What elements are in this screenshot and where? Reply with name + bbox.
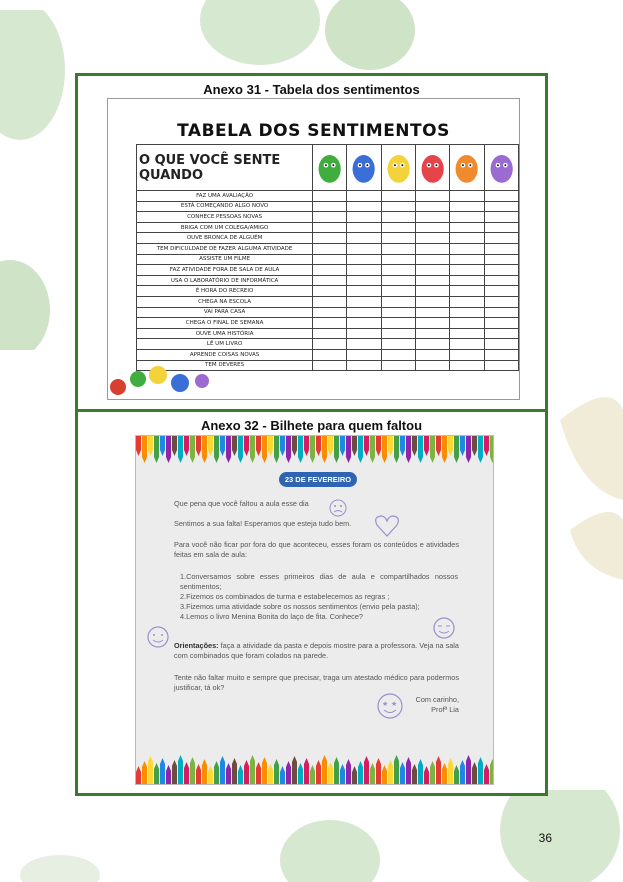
table-cell[interactable] bbox=[381, 318, 415, 329]
table-cell[interactable] bbox=[347, 339, 381, 350]
table-cell[interactable] bbox=[450, 233, 484, 244]
table-cell[interactable] bbox=[313, 233, 347, 244]
table-cell[interactable] bbox=[450, 222, 484, 233]
orientations-text: faça a atividade da pasta e depois mostre para a professora. Veja na sala com combinados que foram colados na parede. bbox=[174, 641, 459, 660]
table-cell[interactable] bbox=[450, 318, 484, 329]
table-cell[interactable] bbox=[381, 286, 415, 297]
table-cell[interactable] bbox=[416, 201, 450, 212]
table-cell[interactable] bbox=[347, 254, 381, 265]
table-row-label: BRIGA COM UM COLEGA/AMIGO bbox=[137, 222, 313, 233]
smiley-doodle-icon bbox=[146, 625, 170, 649]
table-row-label: APRENDE COISAS NOVAS bbox=[137, 349, 313, 360]
table-cell[interactable] bbox=[347, 349, 381, 360]
table-cell[interactable] bbox=[313, 328, 347, 339]
table-cell[interactable] bbox=[313, 191, 347, 202]
inside-out-characters-icon bbox=[108, 357, 228, 397]
table-cell[interactable] bbox=[381, 212, 415, 223]
table-cell[interactable] bbox=[347, 275, 381, 286]
table-cell[interactable] bbox=[313, 265, 347, 276]
table-cell[interactable] bbox=[347, 307, 381, 318]
table-row bbox=[137, 339, 519, 350]
table-cell[interactable] bbox=[484, 243, 518, 254]
table-cell[interactable] bbox=[381, 339, 415, 350]
table-cell[interactable] bbox=[313, 222, 347, 233]
table-cell[interactable] bbox=[484, 360, 518, 371]
signature-line-1: Com carinho, bbox=[415, 695, 459, 704]
table-cell[interactable] bbox=[484, 233, 518, 244]
table-cell[interactable] bbox=[347, 286, 381, 297]
table-cell[interactable] bbox=[381, 296, 415, 307]
table-cell[interactable] bbox=[450, 243, 484, 254]
table-cell[interactable] bbox=[416, 360, 450, 371]
date-badge: 23 DE FEVEREIRO bbox=[279, 472, 357, 487]
emotion-character-icon bbox=[381, 145, 415, 191]
table-row-label: VAI PARA CASA bbox=[137, 307, 313, 318]
table-cell[interactable] bbox=[313, 339, 347, 350]
table-cell[interactable] bbox=[484, 349, 518, 360]
table-cell[interactable] bbox=[484, 265, 518, 276]
feelings-table-title: TABELA DOS SENTIMENTOS bbox=[177, 121, 450, 141]
table-cell[interactable] bbox=[313, 243, 347, 254]
table-row-label: FAZ UMA AVALIAÇÃO bbox=[137, 191, 313, 202]
table-cell[interactable] bbox=[313, 254, 347, 265]
note-line-1: Que pena que você faltou a aula esse dia bbox=[174, 499, 309, 508]
table-row bbox=[137, 328, 519, 339]
table-cell[interactable] bbox=[347, 222, 381, 233]
table-cell[interactable] bbox=[313, 360, 347, 371]
table-row-label: LÊ UM LIVRO bbox=[137, 339, 313, 350]
table-cell[interactable] bbox=[484, 191, 518, 202]
emotion-character-icon bbox=[484, 145, 518, 191]
table-cell[interactable] bbox=[313, 296, 347, 307]
table-row-label: CHEGA O FINAL DE SEMANA bbox=[137, 318, 313, 329]
table-cell[interactable] bbox=[416, 254, 450, 265]
note-signature bbox=[174, 695, 459, 715]
table-cell[interactable] bbox=[313, 318, 347, 329]
table-cell[interactable] bbox=[347, 243, 381, 254]
table-cell[interactable] bbox=[313, 275, 347, 286]
table-row bbox=[137, 296, 519, 307]
sad-face-doodle-icon bbox=[328, 498, 348, 518]
table-row-label: ASSISTE UM FILME bbox=[137, 254, 313, 265]
table-cell[interactable] bbox=[381, 360, 415, 371]
table-cell[interactable] bbox=[450, 328, 484, 339]
annex-31-frame bbox=[75, 73, 548, 413]
table-row-label: ESTÁ COMEÇANDO ALGO NOVO bbox=[137, 201, 313, 212]
table-cell[interactable] bbox=[347, 328, 381, 339]
annex-31-caption: Anexo 31 - Tabela dos sentimentos bbox=[203, 82, 420, 97]
table-header-row bbox=[137, 145, 519, 191]
table-cell[interactable] bbox=[450, 307, 484, 318]
table-cell[interactable] bbox=[484, 275, 518, 286]
table-cell[interactable] bbox=[450, 212, 484, 223]
leaf-decoration-left bbox=[0, 10, 80, 350]
absence-note-image bbox=[135, 435, 494, 785]
table-cell[interactable] bbox=[450, 254, 484, 265]
table-cell[interactable] bbox=[381, 265, 415, 276]
table-row bbox=[137, 286, 519, 297]
table-row bbox=[137, 243, 519, 254]
table-row bbox=[137, 265, 519, 276]
table-cell[interactable] bbox=[450, 191, 484, 202]
table-row-label: OUVE BRONCA DE ALGUÉM bbox=[137, 233, 313, 244]
table-cell[interactable] bbox=[347, 191, 381, 202]
table-cell[interactable] bbox=[484, 296, 518, 307]
colored-pencils-top-icon bbox=[136, 436, 493, 472]
note-item: 3.Fizemos uma atividade sobre os nossos sentimentos (envio pela pasta); bbox=[180, 602, 420, 611]
table-cell[interactable] bbox=[450, 296, 484, 307]
table-cell[interactable] bbox=[381, 307, 415, 318]
note-item: 2.Fizemos os combinados de turma e estabelecemos as regras ; bbox=[180, 592, 390, 601]
table-cell[interactable] bbox=[381, 243, 415, 254]
leaf-decoration-bottom bbox=[0, 790, 623, 882]
table-cell[interactable] bbox=[416, 307, 450, 318]
wink-face-doodle-icon bbox=[432, 616, 456, 640]
emotion-character-icon bbox=[450, 145, 484, 191]
table-cell[interactable] bbox=[416, 349, 450, 360]
note-item: 1.Conversamos sobre esses primeiros dias de aula e compartilhados nossos sentimentos; bbox=[180, 572, 458, 591]
signature-line-2: Profª Lia bbox=[431, 705, 459, 714]
table-cell[interactable] bbox=[347, 212, 381, 223]
table-cell[interactable] bbox=[381, 275, 415, 286]
leaf-decoration-top bbox=[200, 0, 420, 80]
colored-pencils-bottom-icon bbox=[136, 754, 493, 784]
note-item: 4.Lemos o livro Menina Bonita do laço de fita. Conhece? bbox=[180, 612, 363, 621]
table-row-label: CHEGA NA ESCOLA bbox=[137, 296, 313, 307]
table-cell[interactable] bbox=[381, 328, 415, 339]
table-row bbox=[137, 233, 519, 244]
table-cell[interactable] bbox=[347, 233, 381, 244]
table-row-label: CONHECE PESSOAS NOVAS bbox=[137, 212, 313, 223]
table-cell[interactable] bbox=[450, 201, 484, 212]
table-row-label: TEM DEVERES bbox=[137, 360, 313, 371]
table-cell[interactable] bbox=[484, 339, 518, 350]
table-cell[interactable] bbox=[450, 349, 484, 360]
table-row-label: TEM DIFICULDADE DE FAZER ALGUMA ATIVIDADE bbox=[137, 243, 313, 254]
table-cell[interactable] bbox=[416, 233, 450, 244]
table-row bbox=[137, 307, 519, 318]
table-cell[interactable] bbox=[450, 275, 484, 286]
table-cell[interactable] bbox=[450, 265, 484, 276]
table-cell[interactable] bbox=[416, 328, 450, 339]
note-line-3: Para você não ficar por fora do que aconteceu, esses foram os conteúdos e atividades feitas em sala de aula: bbox=[174, 540, 459, 559]
table-cell[interactable] bbox=[484, 201, 518, 212]
table-cell[interactable] bbox=[484, 212, 518, 223]
table-cell[interactable] bbox=[381, 191, 415, 202]
table-cell[interactable] bbox=[347, 265, 381, 276]
table-cell[interactable] bbox=[313, 201, 347, 212]
table-cell[interactable] bbox=[347, 201, 381, 212]
table-cell[interactable] bbox=[416, 286, 450, 297]
table-cell[interactable] bbox=[484, 307, 518, 318]
table-cell[interactable] bbox=[416, 275, 450, 286]
table-cell[interactable] bbox=[484, 254, 518, 265]
table-cell[interactable] bbox=[416, 222, 450, 233]
table-cell[interactable] bbox=[416, 243, 450, 254]
table-cell[interactable] bbox=[347, 296, 381, 307]
feelings-table-image bbox=[107, 98, 520, 400]
svg-text:★: ★ bbox=[391, 701, 398, 708]
table-cell[interactable] bbox=[484, 222, 518, 233]
table-cell[interactable] bbox=[381, 254, 415, 265]
table-cell[interactable] bbox=[381, 201, 415, 212]
table-row bbox=[137, 254, 519, 265]
table-row-label: FAZ ATIVIDADE FORA DE SALA DE AULA bbox=[137, 265, 313, 276]
table-cell[interactable] bbox=[313, 307, 347, 318]
note-line-2: Sentimos a sua falta! Esperamos que esteja tudo bem. bbox=[174, 519, 352, 528]
table-cell[interactable] bbox=[484, 286, 518, 297]
feelings-table bbox=[136, 144, 519, 371]
table-row-label: OUVE UMA HISTÓRIA bbox=[137, 328, 313, 339]
table-cell[interactable] bbox=[484, 318, 518, 329]
table-cell[interactable] bbox=[416, 191, 450, 202]
table-row bbox=[137, 201, 519, 212]
table-cell[interactable] bbox=[416, 339, 450, 350]
table-cell[interactable] bbox=[450, 286, 484, 297]
annex-32-caption: Anexo 32 - Bilhete para quem faltou bbox=[200, 418, 423, 433]
table-cell[interactable] bbox=[416, 318, 450, 329]
table-header-question: O QUE VOCÊ SENTE QUANDO bbox=[137, 145, 313, 191]
svg-text:★: ★ bbox=[382, 701, 389, 708]
star-eyes-face-doodle-icon bbox=[376, 692, 404, 720]
table-row bbox=[137, 212, 519, 223]
table-cell[interactable] bbox=[381, 349, 415, 360]
table-cell[interactable] bbox=[313, 286, 347, 297]
orientations-label: Orientações: bbox=[174, 641, 219, 650]
heart-doodle-icon bbox=[374, 514, 400, 538]
leaf-decoration-right bbox=[550, 380, 623, 580]
table-cell[interactable] bbox=[381, 222, 415, 233]
table-row-label: USA O LABORATÓRIO DE INFORMÁTICA bbox=[137, 275, 313, 286]
table-row-label: É HORA DO RECREIO bbox=[137, 286, 313, 297]
table-cell[interactable] bbox=[450, 339, 484, 350]
table-cell[interactable] bbox=[484, 328, 518, 339]
note-item-list bbox=[180, 572, 458, 622]
table-cell[interactable] bbox=[313, 212, 347, 223]
table-cell[interactable] bbox=[347, 318, 381, 329]
page-number: 36 bbox=[538, 831, 552, 845]
table-cell[interactable] bbox=[450, 360, 484, 371]
annex-32-frame bbox=[75, 409, 548, 796]
table-cell[interactable] bbox=[347, 360, 381, 371]
table-cell[interactable] bbox=[381, 233, 415, 244]
table-cell[interactable] bbox=[416, 265, 450, 276]
note-orientations bbox=[174, 641, 459, 661]
table-row bbox=[137, 275, 519, 286]
note-closing: Tente não faltar muito e sempre que precisar, traga um atestado médico para podermos justificar, tá ok? bbox=[174, 673, 459, 692]
table-cell[interactable] bbox=[416, 296, 450, 307]
emotion-character-icon bbox=[416, 145, 450, 191]
emotion-character-icon bbox=[313, 145, 347, 191]
emotion-character-icon bbox=[347, 145, 381, 191]
table-row bbox=[137, 222, 519, 233]
table-row bbox=[137, 318, 519, 329]
table-cell[interactable] bbox=[416, 212, 450, 223]
table-row bbox=[137, 191, 519, 202]
table-cell[interactable] bbox=[313, 349, 347, 360]
